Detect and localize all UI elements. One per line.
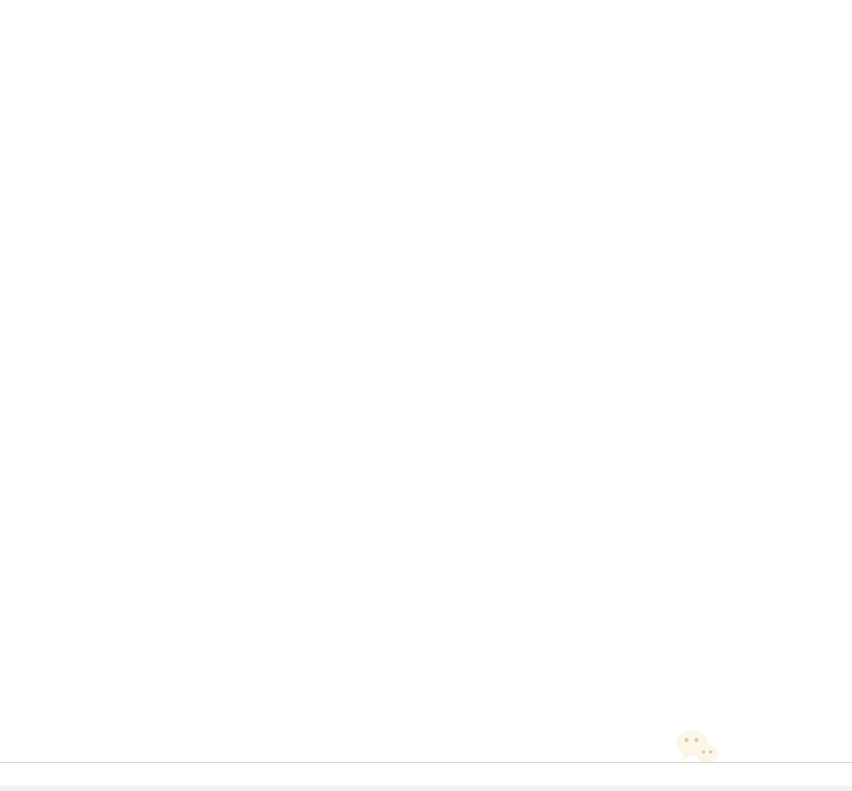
fill-handle[interactable] — [0, 0, 4, 4]
sheet-tab-bar — [0, 762, 852, 785]
sheet-tab[interactable] — [130, 763, 176, 786]
bottom-strip — [0, 785, 852, 791]
top-edge — [0, 0, 852, 2]
wechat-icon — [674, 728, 720, 762]
watermark — [674, 728, 725, 762]
